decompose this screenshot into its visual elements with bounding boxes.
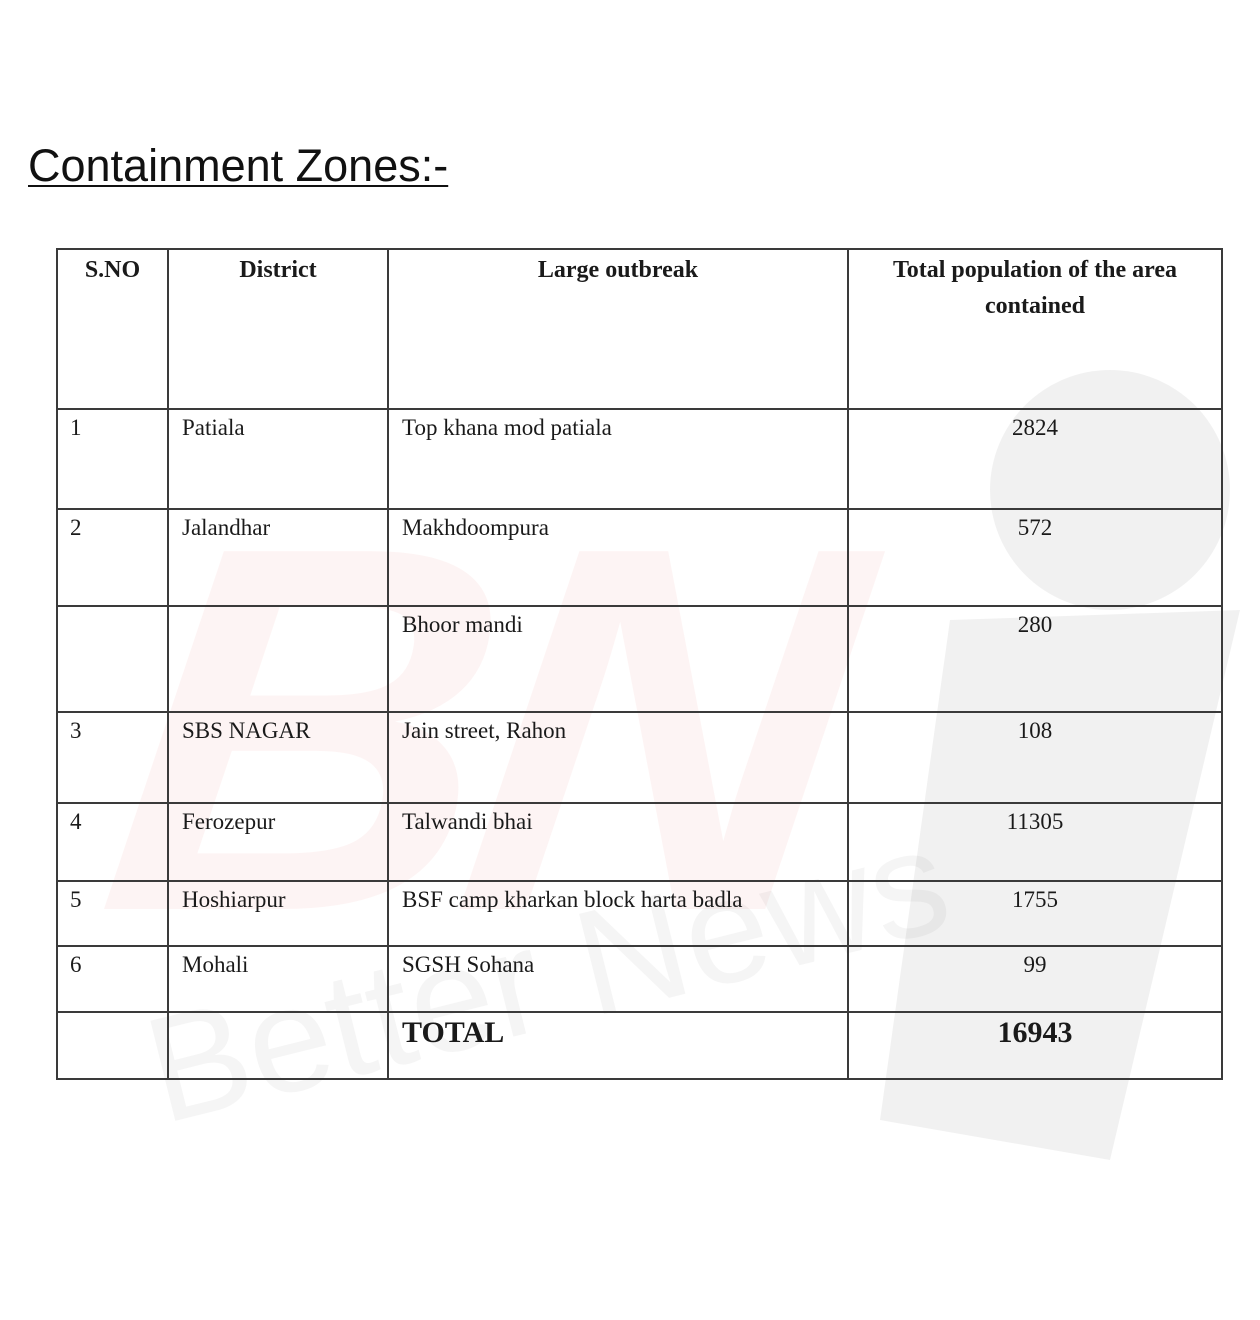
cell-outbreak: BSF camp kharkan block harta badla [388,881,848,946]
cell-sno: 2 [57,509,168,606]
cell-population: 99 [848,946,1222,1012]
table-row [57,803,1222,881]
cell-population: 280 [848,606,1222,712]
table-row [57,712,1222,803]
table-total-row [57,1012,1222,1079]
column-header-district: District [168,249,388,409]
cell-outbreak: SGSH Sohana [388,946,848,1012]
cell-district-empty [168,1012,388,1079]
cell-district: Patiala [168,409,388,509]
cell-district [168,606,388,712]
column-header-sno: S.NO [57,249,168,409]
cell-district: SBS NAGAR [168,712,388,803]
table-row [57,409,1222,509]
cell-district: Hoshiarpur [168,881,388,946]
cell-district: Mohali [168,946,388,1012]
total-value: 16943 [848,1012,1222,1079]
containment-zones-table [56,248,1223,1080]
cell-sno: 1 [57,409,168,509]
cell-outbreak: Makhdoompura [388,509,848,606]
cell-outbreak: Talwandi bhai [388,803,848,881]
table-row [57,509,1222,606]
cell-district: Ferozepur [168,803,388,881]
cell-sno: 5 [57,881,168,946]
cell-outbreak: Top khana mod patiala [388,409,848,509]
cell-sno: 4 [57,803,168,881]
cell-outbreak: Jain street, Rahon [388,712,848,803]
cell-outbreak: Bhoor mandi [388,606,848,712]
table-row [57,946,1222,1012]
page-title: Containment Zones:- [28,140,449,191]
cell-sno: 6 [57,946,168,1012]
cell-population: 2824 [848,409,1222,509]
cell-population: 108 [848,712,1222,803]
total-label: TOTAL [388,1012,848,1079]
column-header-outbreak: Large outbreak [388,249,848,409]
table-row [57,881,1222,946]
cell-district: Jalandhar [168,509,388,606]
cell-sno [57,606,168,712]
cell-population: 1755 [848,881,1222,946]
cell-sno-empty [57,1012,168,1079]
cell-population: 11305 [848,803,1222,881]
cell-population: 572 [848,509,1222,606]
table-row [57,606,1222,712]
table-header-row [57,249,1222,409]
column-header-population: Total population of the area contained [848,249,1222,409]
cell-sno: 3 [57,712,168,803]
